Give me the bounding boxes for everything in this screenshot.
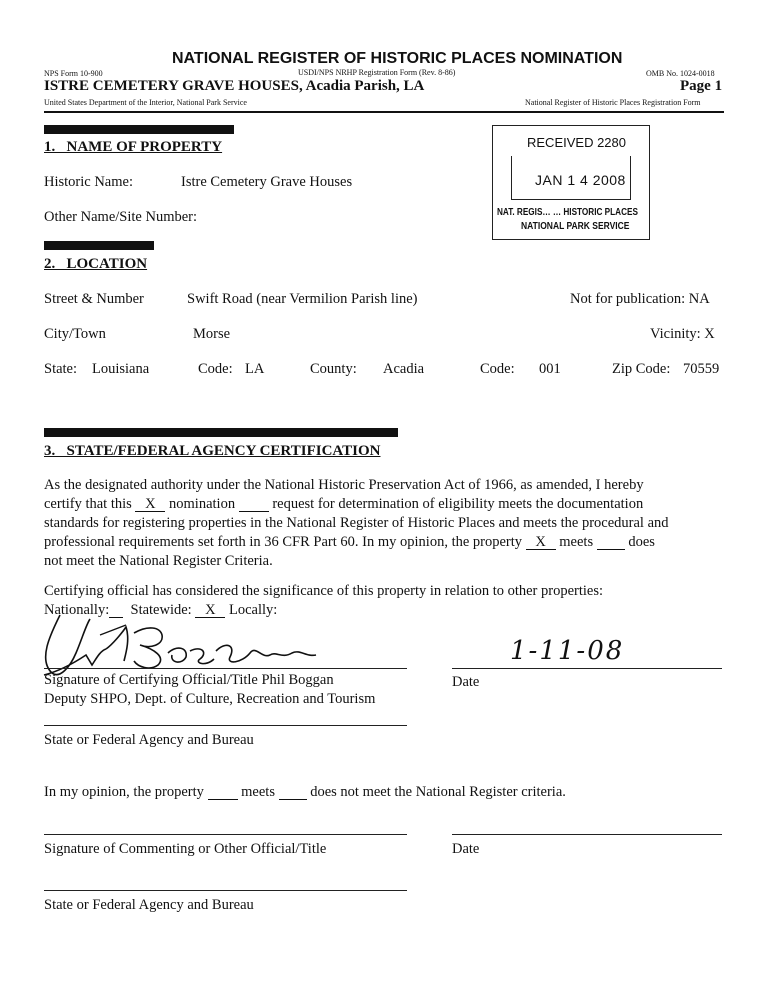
certifying-signature-line: [44, 668, 407, 669]
opinion-meets-blank: [208, 785, 238, 800]
main-title: NATIONAL REGISTER OF HISTORIC PLACES NOMINATION: [172, 50, 623, 67]
section1-bar: [44, 125, 234, 134]
opinion-line: [44, 784, 566, 801]
cert-line5: not meet the National Register Criteria.: [44, 553, 273, 569]
commenting-date-label: Date: [452, 841, 480, 857]
nationally-label: Nationally:: [44, 602, 110, 618]
agency-label: State or Federal Agency and Bureau: [44, 732, 254, 748]
locally-label: Locally:: [228, 602, 278, 618]
street-value: Swift Road (near Vermilion Parish line): [187, 291, 418, 307]
opinion-not-meet-blank: [279, 785, 307, 800]
form-number: NPS Form 10-900: [44, 69, 103, 78]
cert-line1: As the designated authority under the National Historic Preservation Act of 1966, as amended, I hereby: [44, 477, 644, 493]
significance-line: Certifying official has considered the significance of this property in relation to other properties:: [44, 583, 604, 599]
opinion-b: meets: [241, 784, 275, 800]
property-title: ISTRE CEMETERY GRAVE HOUSES, Acadia Parish, LA: [44, 78, 425, 94]
cert-line2b: nomination: [169, 496, 236, 512]
cert-line4c: does: [628, 534, 655, 550]
commenting-date-line: [452, 834, 722, 835]
nomination-mark: X: [135, 497, 165, 512]
not-for-publication: Not for publication: NA: [570, 291, 710, 307]
cert-line3: standards for registering properties in the National Register of Historic Places and meets the procedural and: [44, 515, 669, 531]
header-rule: [44, 111, 724, 113]
certifying-date-label: Date: [452, 674, 480, 690]
zip-label: Zip Code:: [612, 361, 671, 377]
commenting-signature-line: [44, 834, 407, 835]
state-value: Louisiana: [92, 361, 150, 377]
county-label: County:: [310, 361, 357, 377]
opinion-a: In my opinion, the property: [44, 784, 204, 800]
form-registration: USDI/NPS NRHP Registration Form (Rev. 8-86): [298, 68, 456, 77]
page-number: Page 1: [680, 78, 723, 94]
section3-heading: 3. STATE/FEDERAL AGENCY CERTIFICATION: [44, 443, 381, 459]
other-name-label: Other Name/Site Number:: [44, 209, 198, 225]
request-blank: [239, 497, 269, 512]
cert-line4: [44, 534, 655, 551]
statewide-mark: X: [195, 603, 225, 618]
does-not-meet-blank: [597, 535, 625, 550]
historic-name-label: Historic Name:: [44, 174, 133, 190]
county-value: Acadia: [383, 361, 425, 377]
zip-value: 70559: [683, 361, 720, 377]
cert-line4a: professional requirements set forth in 36 CFR Part 60. In my opinion, the property: [44, 534, 523, 550]
section2-heading: 2. LOCATION: [44, 256, 148, 272]
received-stamp: [492, 125, 650, 240]
certifying-official-title: Deputy SHPO, Dept. of Culture, Recreation and Tourism: [44, 691, 376, 707]
state-code-label: Code:: [198, 361, 233, 377]
stamp-received: RECEIVED 2280: [527, 135, 626, 150]
county-code-value: 001: [539, 361, 561, 377]
street-label: Street & Number: [44, 291, 144, 307]
commenting-signature-label: Signature of Commenting or Other Official/Title: [44, 841, 327, 857]
cert-line2c: request for determination of eligibility meets the documentation: [272, 496, 644, 512]
historic-name-value: Istre Cemetery Grave Houses: [181, 174, 353, 190]
section1-heading: 1. NAME OF PROPERTY: [44, 139, 223, 155]
agency-line: [44, 725, 407, 726]
handwritten-date: 1-11-08: [510, 636, 625, 666]
omb-number: OMB No. 1024-0018: [646, 69, 715, 78]
certifying-signature-label: Signature of Certifying Official/Title Phil Boggan: [44, 672, 334, 688]
section3-bar: [44, 428, 398, 437]
meets-mark: X: [526, 535, 556, 550]
stamp-line1: NAT. REGIS… … HISTORIC PLACES: [497, 207, 638, 218]
state-code-value: LA: [245, 361, 265, 377]
opinion-c: does not meet the National Register criteria.: [310, 784, 566, 800]
stamp-line2: NATIONAL PARK SERVICE: [521, 221, 630, 232]
cert-line2: [44, 496, 643, 513]
stamp-date: JAN 1 4 2008: [535, 172, 626, 188]
certifying-date-line: [452, 668, 722, 669]
form-name: National Register of Historic Places Registration Form: [525, 98, 701, 107]
department-label: United States Department of the Interior, National Park Service: [44, 98, 247, 107]
statewide-label: Statewide:: [130, 602, 192, 618]
section2-bar: [44, 241, 154, 250]
city-value: Morse: [193, 326, 231, 342]
agency2-line: [44, 890, 407, 891]
vicinity: Vicinity: X: [650, 326, 715, 342]
agency2-label: State or Federal Agency and Bureau: [44, 897, 254, 913]
county-code-label: Code:: [480, 361, 515, 377]
state-label: State:: [44, 361, 78, 377]
city-label: City/Town: [44, 326, 106, 342]
cert-line2a: certify that this: [44, 496, 132, 512]
cert-line4b: meets: [559, 534, 594, 550]
